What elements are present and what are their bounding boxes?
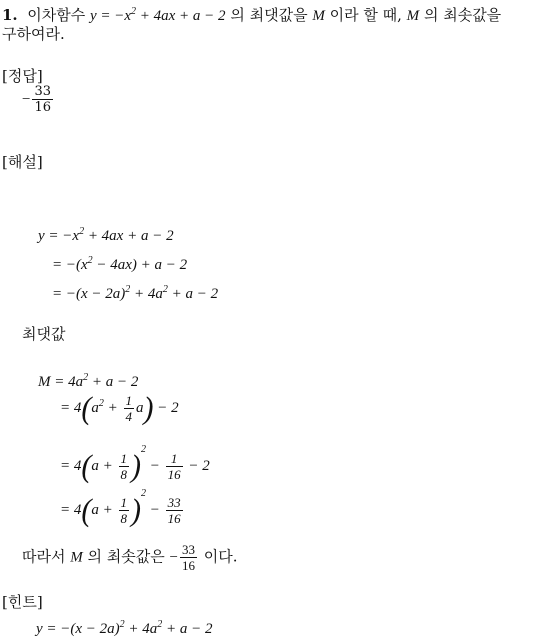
problem-number: 1. <box>2 6 18 24</box>
hint-label: [힌트] <box>2 593 43 611</box>
answer-label: [정답] <box>2 67 43 85</box>
solution-eq-1: $y = -x^2 + 4ax + a - 2$ <box>38 226 174 244</box>
solution-label: [해설] <box>2 153 43 171</box>
max-eq-2: = $4(a^2$ + $\frac{1}{4}$ a) − 2 <box>60 390 179 426</box>
conclusion-fraction: $\frac{33}{16}$ <box>182 542 196 573</box>
answer-fraction: $\frac{33}{16}$ <box>34 84 52 115</box>
max-eq-3: = 4(a + $\frac{1}{8}$ )$^2$ − $\frac{1}{16}$ − 2 <box>60 444 210 484</box>
solution-eq-3: = $-(x - 2a)^2 + 4a^2 + a - 2$ <box>52 284 219 302</box>
problem-equation: $y = -x^2 + 4ax + a - 2$ <box>89 6 226 24</box>
max-value-label: 최댓값 <box>22 325 66 343</box>
problem-line-1: 1. 이차함수 $y = -x^2 + 4ax + a - 2$ 의 최댓값을 M 이라 할 때, M 의 최솟값을 <box>2 6 502 24</box>
problem-line-2: 구하여라. <box>2 25 65 43</box>
problem-text: 이차함수 <box>27 6 86 24</box>
max-eq-4: = 4(a + $\frac{1}{8}$ )$^2$ − $\frac{33}{16}$ <box>60 488 181 528</box>
max-eq-1: $M = 4a^2 + a - 2$ <box>38 372 139 390</box>
hint-equation: $y = -(x - 2a)^2 + 4a^2 + a - 2$ <box>36 619 213 637</box>
solution-eq-2: = $-(x^2 - 4ax) + a - 2$ <box>52 255 188 273</box>
answer-value: − $\frac{33}{16}$ <box>22 84 52 115</box>
conclusion: 따라서 M 의 최솟값은 − $\frac{33}{16}$ 이다. <box>22 542 238 573</box>
